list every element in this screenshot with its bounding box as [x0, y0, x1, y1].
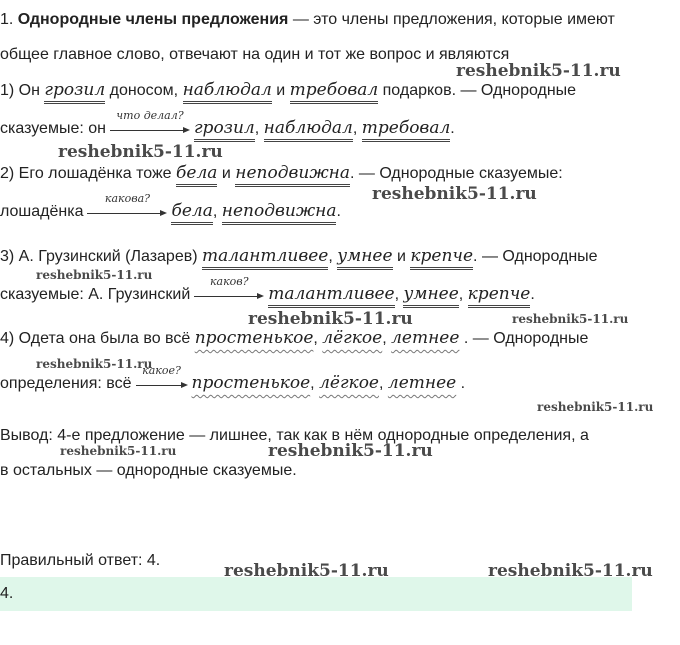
s3-predicate-1: талантливее [202, 246, 328, 270]
watermark: reshebnik5-11.ru [36, 268, 153, 282]
s4-post: . — Однородные [463, 330, 589, 347]
conclusion-line-2: в остальных — однородные сказуемые. [0, 462, 297, 479]
s2-line2-pre: лошадёнка [0, 203, 84, 220]
s3-line2-pre: сказуемые: А. Грузинский [0, 286, 191, 303]
question-label: какова? [104, 192, 151, 205]
s4-attribute-1: простенькое [194, 328, 314, 348]
s3-predicate-2: умнее [337, 246, 392, 270]
sentence-2 [0, 163, 563, 184]
intro-line-2: общее главное слово, отвечают на один и тот же вопрос и являются [0, 46, 510, 63]
s4-line2-pre: определения: всё [0, 375, 132, 392]
s1-predicate-1: грозил [44, 80, 105, 104]
s1-homogeneous-line: сказуемые: он что делал? грозил, наблюдал, требовал. [0, 118, 455, 139]
s4-pre: 4) Одета она была во всё [0, 330, 191, 347]
question-label: каков? [209, 275, 249, 288]
sentence-1 [0, 80, 576, 101]
s3-homogeneous-line: сказуемые: А. Грузинский каков? талантливее, умнее, крепче. [0, 284, 535, 305]
s1-and: и [276, 82, 286, 99]
s1-pre: 1) Он [0, 82, 40, 99]
s3-pre: 3) А. Грузинский (Лазарев) [0, 248, 198, 265]
s1-line2-pre: сказуемые: он [0, 120, 106, 137]
watermark: reshebnik5-11.ru [537, 400, 654, 414]
answer-box [0, 577, 632, 611]
intro-line-1 [0, 10, 615, 30]
watermark: reshebnik5-11.ru [58, 142, 223, 162]
s4-homogeneous-line: определения: всё какое? простенькое, лёгкое, летнее . [0, 373, 465, 394]
s4-attribute-3: летнее [391, 328, 460, 348]
watermark: reshebnik5-11.ru [268, 441, 433, 461]
watermark: reshebnik5-11.ru [224, 561, 389, 581]
conclusion-line-1: Вывод: 4-е предложение — лишнее, так как в нём однородные определения, а [0, 427, 589, 444]
question-arrow [194, 275, 264, 304]
s1-h2: наблюдал [264, 118, 353, 142]
sentence-3: 3) А. Грузинский (Лазарев) талантливее, умнее и крепче. — Однородные [0, 246, 598, 267]
question-label: что делал? [116, 109, 184, 122]
s1-predicate-2: наблюдал [183, 80, 272, 104]
s2-predicate-2: неподвижна [235, 163, 350, 187]
intro-term: Однородные члены предложения [17, 11, 289, 28]
s2-predicate-1: бела [176, 163, 217, 187]
s2-and: и [221, 165, 231, 182]
sentence-4: 4) Одета она была во всё простенькое, лёгкое, летнее . — Однородные [0, 328, 589, 348]
s3-h3: крепче [468, 284, 531, 308]
s4-h1: простенькое [191, 373, 311, 393]
watermark: reshebnik5-11.ru [488, 561, 653, 581]
question-arrow [87, 192, 167, 221]
watermark: reshebnik5-11.ru [36, 357, 153, 371]
s2-post: . — Однородные сказуемые: [349, 165, 563, 182]
s3-predicate-3: крепче [410, 246, 473, 270]
s2-h2: неподвижна [222, 201, 337, 225]
watermark: reshebnik5-11.ru [60, 444, 177, 458]
s3-h1: талантливее [268, 284, 394, 308]
s2-homogeneous-line: лошадёнка какова? бела, неподвижна. [0, 201, 341, 222]
s4-attribute-2: лёгкое [322, 328, 383, 348]
question-label: какое? [142, 364, 181, 377]
watermark: reshebnik5-11.ru [372, 184, 537, 204]
watermark: reshebnik5-11.ru [248, 309, 413, 329]
s1-post: подарков. — Однородные [382, 82, 577, 99]
s3-and: и [396, 248, 406, 265]
question-arrow [136, 364, 188, 393]
intro-rest: — это члены предложения, которые имеют [292, 11, 615, 28]
question-arrow [110, 109, 190, 138]
answer-value: 4. [0, 585, 14, 602]
s4-h2: лёгкое [319, 373, 379, 393]
s3-post: . — Однородные [473, 248, 598, 265]
correct-answer-label: Правильный ответ: 4. [0, 552, 161, 569]
s2-h1: бела [171, 201, 212, 225]
s3-h2: умнее [403, 284, 458, 308]
s1-h3: требовал [362, 118, 451, 142]
watermark: reshebnik5-11.ru [456, 61, 621, 81]
s1-mid: доносом, [109, 82, 179, 99]
s2-pre: 2) Его лошадёнка тоже [0, 165, 172, 182]
s1-predicate-3: требовал [290, 80, 379, 104]
watermark: reshebnik5-11.ru [512, 312, 629, 326]
s1-h1: грозил [194, 118, 255, 142]
s4-h3: летнее [387, 373, 457, 393]
intro-num: 1. [0, 11, 14, 28]
